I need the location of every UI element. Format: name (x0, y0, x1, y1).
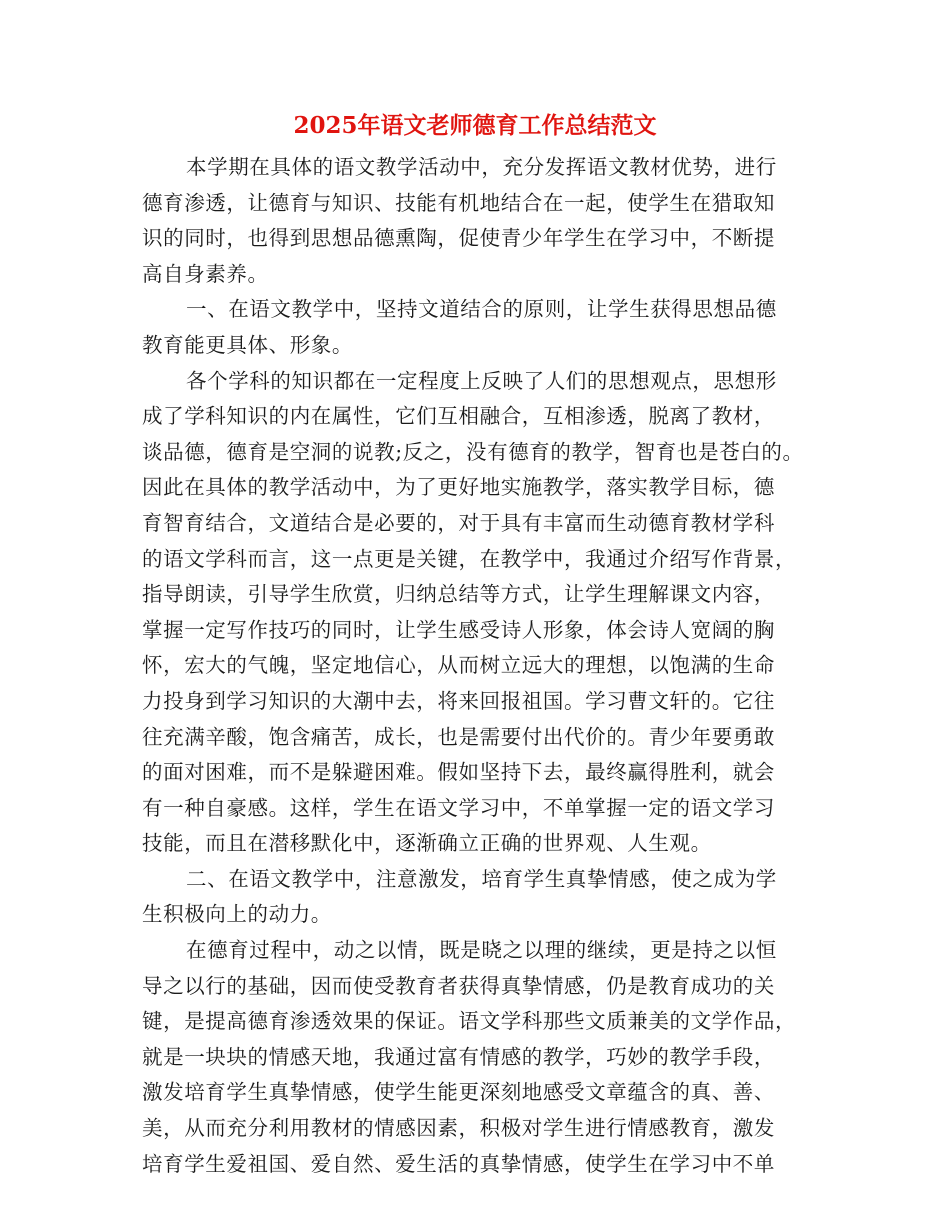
text-line: 各个学科的知识都在一定程度上反映了人们的思想观点，思想形 (186, 368, 777, 393)
document-body (142, 150, 818, 1182)
text-line: 力投身到学习知识的大潮中去，将来回报祖国。学习曹文轩的。它往 (142, 688, 775, 713)
text-line: 往充满辛酸，饱含痛苦，成长，也是需要付出代价的。青少年要勇敢 (142, 724, 775, 749)
text-line: 本学期在具体的语文教学活动中，充分发挥语文教材优势，进行 (186, 155, 777, 179)
text-line: 一、在语文教学中，坚持文道结合的原则，让学生获得思想品德 (186, 297, 777, 322)
text-line: 教育能更具体、形象。 (142, 332, 353, 357)
text-line: 掌握一定写作技巧的同时，让学生感受诗人形象，体会诗人宽阔的胸 (142, 617, 775, 642)
text-line: 就是一块块的情感天地，我通过富有情感的教学，巧妙的教学手段， (142, 1044, 775, 1069)
text-line: 指导朗读，引导学生欣赏，归纳总结等方式，让学生理解课文内容， (142, 582, 775, 607)
text-line: 导之以行的基础，因而使受教育者获得真挚情感，仍是教育成功的关 (142, 973, 775, 998)
text-line: 成了学科知识的内在属性，它们互相融合，互相渗透，脱离了教材， (142, 404, 775, 429)
text-line: 培育学生爱祖国、爱自然、爱生活的真挚情感，使学生在学习中不单 (142, 1151, 775, 1176)
text-line: 德育渗透，让德育与知识、技能有机地结合在一起，使学生在猎取知 (142, 190, 775, 215)
document-title: 2025年语文老师德育工作总结范文 (293, 112, 657, 139)
text-line: 生积极向上的动力。 (142, 902, 332, 927)
text-line: 育智育结合，文道结合是必要的，对于具有丰富而生动德育教材学科 (142, 510, 775, 535)
text-line: 因此在具体的教学活动中，为了更好地实施教学，落实教学目标，德 (142, 475, 775, 500)
text-line: 识的同时，也得到思想品德熏陶，促使青少年学生在学习中，不断提 (142, 226, 775, 251)
text-line: 怀，宏大的气魄，坚定地信心，从而树立远大的理想，以饱满的生命 (142, 653, 775, 678)
text-line: 的语文学科而言，这一点更是关键，在教学中，我通过介绍写作背景， (142, 546, 797, 571)
text-line: 技能，而且在潜移默化中，逐渐确立正确的世界观、人生观。 (142, 831, 712, 856)
text-line: 在德育过程中，动之以情，既是晓之以理的继续，更是持之以恒 (186, 938, 777, 963)
text-line: 有一种自豪感。这样，学生在语文学习中，不单掌握一定的语文学习 (142, 795, 775, 820)
text-line: 激发培育学生真挚情感，使学生能更深刻地感受文章蕴含的真、善、 (142, 1080, 775, 1105)
text-line: 的面对困难，而不是躲避困难。假如坚持下去，最终赢得胜利，就会 (142, 760, 775, 785)
text-line: 键，是提高德育渗透效果的保证。语文学科那些文质兼美的文学作品， (142, 1009, 797, 1034)
text-line: 二、在语文教学中，注意激发，培育学生真挚情感，使之成为学 (186, 866, 777, 891)
text-line: 高自身素养。 (142, 261, 269, 286)
text-line: 谈品德，德育是空洞的说教;反之，没有德育的教学，智育也是苍白的。 (142, 439, 804, 464)
text-line: 美，从而充分利用教材的情感因素，积极对学生进行情感教育，激发 (142, 1116, 775, 1141)
